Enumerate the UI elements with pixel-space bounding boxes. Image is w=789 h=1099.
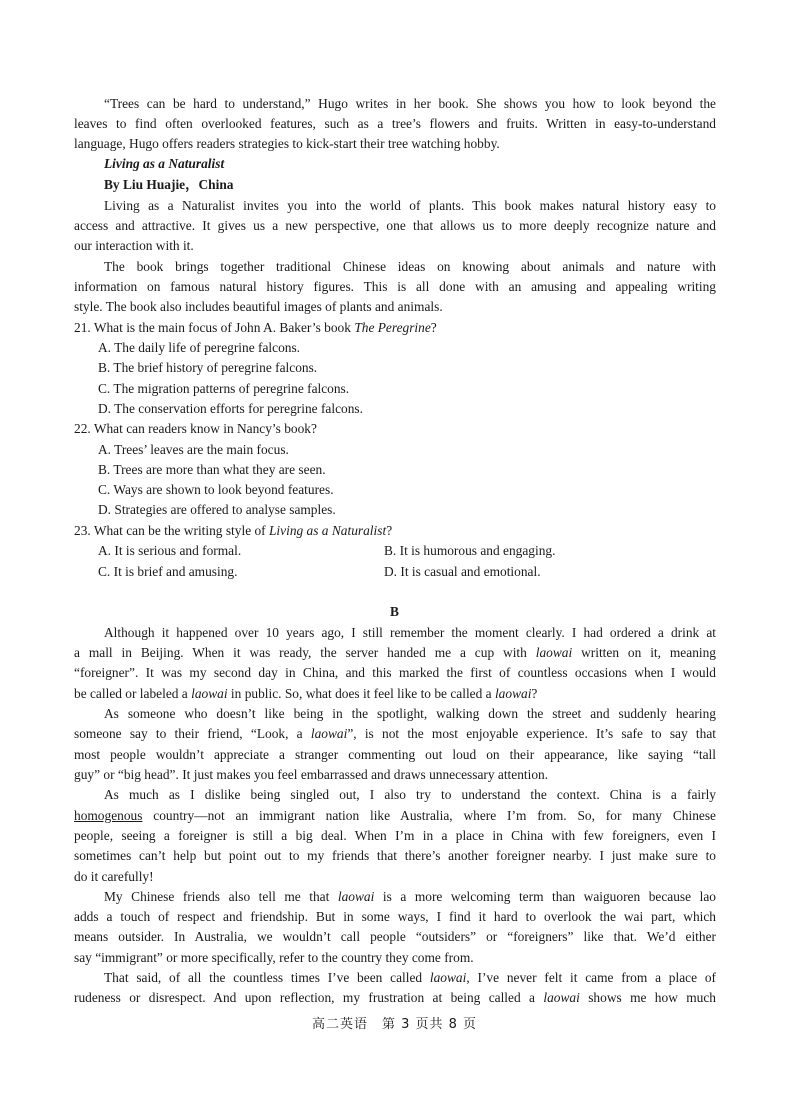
paragraph-line: do it carefully! — [74, 869, 154, 884]
question-22-option-a: A. Trees’ leaves are the main focus. — [98, 442, 289, 457]
paragraph-line: Living as a Naturalist invites you into the world of plants. This book makes natural history easy to — [104, 198, 716, 213]
book-title: Living as a Naturalist — [104, 156, 225, 171]
paragraph-line: adds a touch of respect and friendship. But in some ways, I find it hard to overlook the wai part, which — [74, 909, 716, 924]
paragraph-line: The book brings together traditional Chinese ideas on knowing about animals and nature with — [104, 259, 716, 274]
paragraph-line: sometimes can’t help but point out to my friends that there’s another foreigner nearby. I just make sure to — [74, 848, 716, 863]
paragraph-line: our interaction with it. — [74, 238, 194, 253]
paragraph-line: rudeness or disrespect. And upon reflection, my frustration at being called a laowai shows me how much — [74, 990, 716, 1005]
paragraph-line: guy” or “big head”. It just makes you feel embarrassed and draws unnecessary attention. — [74, 767, 549, 782]
question-23-stem: 23. What can be the writing style of Living as a Naturalist? — [74, 523, 393, 538]
paragraph-line: most people wouldn’t appreciate a stranger commenting out loud on their appearance, like saying “tall — [74, 747, 716, 762]
paragraph-line: leaves to find often overlooked features, such as a tree’s flowers and fruits. Written in easy-to-understand — [74, 116, 716, 131]
section-heading: B — [390, 604, 399, 619]
question-21-option-b: B. The brief history of peregrine falcons. — [98, 360, 318, 375]
paragraph-line: information on famous natural history figures. This is all done with an amusing and appealing writing — [74, 279, 716, 294]
question-23-option-d: D. It is casual and emotional. — [384, 564, 541, 579]
paragraph-line: That said, of all the countless times I’ve been called laowai, I’ve never felt it came from a place of — [104, 970, 716, 985]
question-23-option-b: B. It is humorous and engaging. — [384, 543, 556, 558]
paragraph-line: “Trees can be hard to understand,” Hugo writes in her book. She shows you how to look beyond the — [104, 96, 716, 111]
page-footer: 高二英语 第 3 页共 8 页 — [311, 1017, 478, 1032]
paragraph-line: homogenous country—not an immigrant nation like Australia, where I’m from. So, for many Chinese — [74, 808, 716, 823]
paragraph-line: Although it happened over 10 years ago, I still remember the moment clearly. I had ordered a drink at — [104, 625, 716, 640]
question-22-option-c: C. Ways are shown to look beyond features. — [98, 482, 334, 497]
paragraph-line: means outsider. In Australia, we wouldn’t call people “outsiders” or “foreigners” like that. We’d either — [74, 929, 716, 944]
question-22-stem: 22. What can readers know in Nancy’s book? — [74, 421, 317, 436]
underlined-word: homogenous — [74, 808, 143, 823]
question-22-option-d: D. Strategies are offered to analyse samples. — [98, 502, 336, 517]
paragraph-line: My Chinese friends also tell me that laowai is a more welcoming term than waiguoren because lao — [104, 889, 716, 904]
paragraph-line: people, seeing a foreigner is still a big deal. When I’m in a place in China with few foreigners, even I — [74, 828, 716, 843]
paragraph-line: style. The book also includes beautiful images of plants and animals. — [74, 299, 443, 314]
question-21-stem: 21. What is the main focus of John A. Baker’s book The Peregrine? — [74, 320, 437, 335]
paragraph-line: say “immigrant” or more specifically, refer to the country they come from. — [74, 950, 474, 965]
paragraph-line: someone say to their friend, “Look, a laowai”, is not the most enjoyable experience. It’s safe to say that — [74, 726, 716, 741]
paragraph-line: “foreigner”. It was my second day in China, and this marked the first of countless occasions when I would — [74, 665, 716, 680]
book-author: By Liu Huajie，China — [104, 177, 234, 192]
question-21-option-a: A. The daily life of peregrine falcons. — [98, 340, 301, 355]
paragraph-line: As someone who doesn’t like being in the spotlight, walking down the street and suddenly hearing — [104, 706, 716, 721]
question-23-option-a: A. It is serious and formal. — [98, 543, 242, 558]
paragraph-line: a mall in Beijing. When it was ready, the server handed me a cup with laowai written on it, meaning — [74, 645, 716, 660]
paragraph-line: language, Hugo offers readers strategies to kick-start their tree watching hobby. — [74, 136, 500, 151]
paragraph-line: As much as I dislike being singled out, I also try to understand the context. China is a fairly — [104, 787, 716, 802]
question-22-option-b: B. Trees are more than what they are seen. — [98, 462, 326, 477]
question-23-option-c: C. It is brief and amusing. — [98, 564, 238, 579]
paragraph-line: access and attractive. It gives us a new perspective, one that allows us to more deeply recognize nature and — [74, 218, 716, 233]
paragraph-line: be called or labeled a laowai in public. So, what does it feel like to be called a laowai? — [74, 686, 538, 701]
question-21-option-d: D. The conservation efforts for peregrine falcons. — [98, 401, 363, 416]
question-21-option-c: C. The migration patterns of peregrine falcons. — [98, 381, 350, 396]
